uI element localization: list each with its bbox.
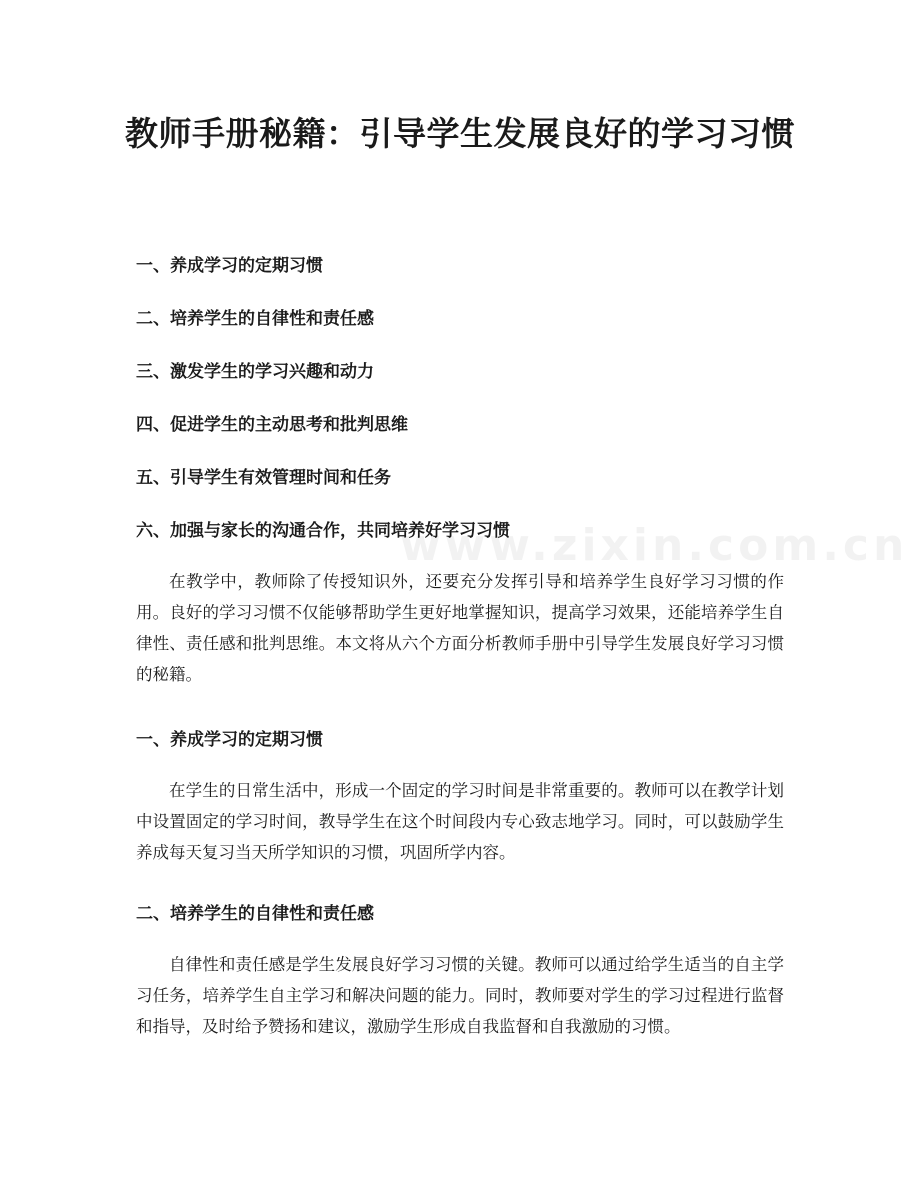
document-title: 教师手册秘籍：引导学生发展良好的学习习惯 xyxy=(125,114,795,153)
toc-item-2: 二、培养学生的自律性和责任感 xyxy=(136,309,374,329)
watermark: www.zixin.com.cn xyxy=(400,520,909,571)
section-heading-2: 二、培养学生的自律性和责任感 xyxy=(136,904,374,924)
toc-item-6: 六、加强与家长的沟通合作，共同培养好学习习惯 xyxy=(136,521,510,541)
toc-item-3: 三、激发学生的学习兴趣和动力 xyxy=(136,362,374,382)
intro-paragraph: 在教学中，教师除了传授知识外，还要充分发挥引导和培养学生良好学习习惯的作用。良好的学习习惯不仅能够帮助学生更好地掌握知识，提高学习效果，还能培养学生自律性、责任感和批判思维。本文将从六个方面分析教师手册中引导学生发展良好学习习惯的秘籍。 xyxy=(136,572,784,684)
section-heading-1: 一、养成学习的定期习惯 xyxy=(136,730,323,750)
toc-item-5: 五、引导学生有效管理时间和任务 xyxy=(136,468,391,488)
toc-item-1: 一、养成学习的定期习惯 xyxy=(136,256,323,276)
section-body-2: 自律性和责任感是学生发展良好学习习惯的关键。教师可以通过给学生适当的自主学习任务，培养学生自主学习和解决问题的能力。同时，教师要对学生的学习过程进行监督和指导，及时给予赞扬和建议，激励学生形成自我监督和自我激励的习惯。 xyxy=(136,955,784,1036)
section-body-1: 在学生的日常生活中，形成一个固定的学习时间是非常重要的。教师可以在教学计划中设置固定的学习时间，教导学生在这个时间段内专心致志地学习。同时，可以鼓励学生养成每天复习当天所学知识的习惯，巩固所学内容。 xyxy=(136,781,784,862)
toc-item-4: 四、促进学生的主动思考和批判思维 xyxy=(136,415,408,435)
